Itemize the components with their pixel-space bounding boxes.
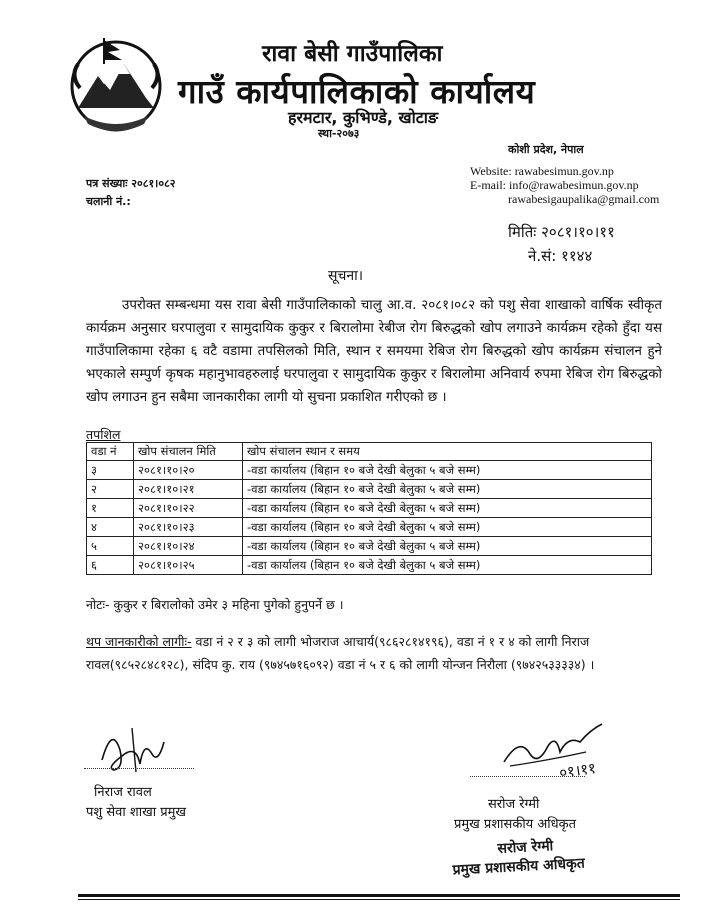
schedule-label: तपशिल (86, 427, 121, 442)
signature-left (92, 720, 172, 780)
more-info-label: थप जानकारीको लागीः- (86, 634, 192, 649)
cell-place: -वडा कार्यालय (बिहान १० बजे देखी बेलुका ५ बजे सम्म) (243, 480, 652, 499)
cell-ward: २ (87, 480, 134, 499)
header-date: खोप संचालन मिति (134, 443, 243, 461)
signatory-left-role: पशु सेवा शाखा प्रमुख (86, 805, 187, 820)
notice-body: उपरोक्त सम्बन्धमा यस रावा बेसी गाउँपालिकाको चालु आ.व. २०८१।०८२ को पशु सेवा शाखाको वार्षिक स्वीकृत कार्यक्रम अनुसार घरपालुवा र सामुदायिक कुकुर र बिरालोमा रेबीज रोग बिरुद्धको खोप लगाउने कार्यक्रम रहेको हुँदा यस गाउँपालिकामा रहेका ६ वटै वडामा तपसिलको मिति, स्थान र समयमा रेबिज रोग बिरुद्धको खोप कार्यक्रम संचालन हुने भएकाले सम्पुर्ण कृषक महानुभावहरुलाई घरपालुवा र सामुदायिक कुकुर र बिरालोमा अनिवार्य रुपमा रेबिज रोग बिरुद्धको खोप लगाउन हुन सबैमा जानकारीका लागी यो सुचना प्रकाशित गरीएको छ । (86, 298, 662, 405)
vaccination-schedule-table (86, 442, 652, 575)
stamp-role: प्रमुख प्रशासकीय अधिकृत (452, 855, 586, 879)
municipality-name: रावा बेसी गाउँपालिका (262, 41, 443, 67)
notice-title: सूचना। (328, 268, 364, 284)
table-row (87, 518, 652, 537)
footer-rule-thin (78, 899, 680, 900)
table-row (87, 461, 652, 480)
signature-date: ०१।११ (558, 759, 598, 782)
website-text: Website: rawabesimun.gov.np (470, 164, 614, 178)
table-header-row (87, 443, 652, 461)
signatory-right-role: प्रमुख प्रशासकीय अधिकृत (454, 817, 577, 832)
table-row (87, 499, 652, 518)
more-info-text: वडा नं २ र ३ को लागी भोजराज आचार्य(९८६२८१४१९६), वडा नं १ र ४ को लागी निराज रावल(९८५२८४८१२८), संदिप कु. राय (९७४५७१६०९२) वडा नं ५ र ६ को लागी योन्जन निरौला (९७४२५३३३३४) । (86, 634, 595, 672)
signature-line-left (84, 768, 194, 769)
nepal-sambat-number: ने.सं: ११४४ (528, 247, 593, 265)
cell-ward: ३ (87, 461, 134, 480)
dispatch-number: चलानी नं.: (86, 195, 131, 208)
cell-place: -वडा कार्यालय (बिहान १० बजे देखी बेलुका ५ बजे सम्म) (243, 556, 652, 575)
cell-ward: ६ (87, 556, 134, 575)
established-year: स्था-२०७३ (318, 127, 360, 140)
office-address: हरमटार, कुभिण्डे, खोटाङ (288, 108, 439, 127)
letter-number: पत्र संख्याः २०८१।०८२ (86, 177, 176, 190)
cell-place: -वडा कार्यालय (बिहान १० बजे देखी बेलुका ५ बजे सम्म) (243, 461, 652, 480)
official-stamp (451, 835, 585, 880)
cell-date: २०८१।१०।२३ (134, 518, 243, 537)
stamp-name: सरोज रेग्मी (497, 838, 554, 858)
header-place-time: खोप संचालन स्थान र समय (243, 443, 652, 461)
cell-date: २०८१।१०।२० (134, 461, 243, 480)
signature-line-right (470, 776, 585, 777)
nepal-emblem-logo (60, 28, 172, 140)
email-text: E-mail: info@rawabesimun.gov.np (470, 178, 639, 192)
cell-date: २०८१।१०।२२ (134, 499, 243, 518)
table-row (87, 480, 652, 499)
signatory-right-name: सरोज रेग्मी (488, 797, 540, 812)
cell-place: -वडा कार्यालय (बिहान १० बजे देखी बेलुका ५ बजे सम्म) (243, 537, 652, 556)
cell-ward: ४ (87, 518, 134, 537)
letter-date: मितिः २०८१।१०।११ (508, 223, 615, 241)
age-note: नोटः- कुकुर र बिरालोको उमेर ३ महिना पुगेको हुनुपर्ने छ । (86, 597, 344, 612)
table-row (87, 537, 652, 556)
cell-place: -वडा कार्यालय (बिहान १० बजे देखी बेलुका ५ बजे सम्म) (243, 518, 652, 537)
cell-place: -वडा कार्यालय (बिहान १० बजे देखी बेलुका ५ बजे सम्म) (243, 499, 652, 518)
footer-rule-thick (78, 894, 680, 897)
province-label: कोशी प्रदेश, नेपाल (508, 143, 584, 156)
signatory-left-name: निराज रावल (94, 785, 152, 800)
header-ward: वडा नं (87, 443, 134, 461)
email-secondary-text: rawabesigaupalika@gmail.com (508, 192, 660, 206)
table-row (87, 556, 652, 575)
more-info-paragraph (86, 630, 652, 676)
cell-date: २०८१।१०।२४ (134, 537, 243, 556)
cell-date: २०८१।१०।२१ (134, 480, 243, 499)
cell-ward: ५ (87, 537, 134, 556)
cell-ward: १ (87, 499, 134, 518)
cell-date: २०८१।१०।२५ (134, 556, 243, 575)
office-name: गाउँ कार्यपालिकाको कार्यालय (178, 72, 536, 111)
